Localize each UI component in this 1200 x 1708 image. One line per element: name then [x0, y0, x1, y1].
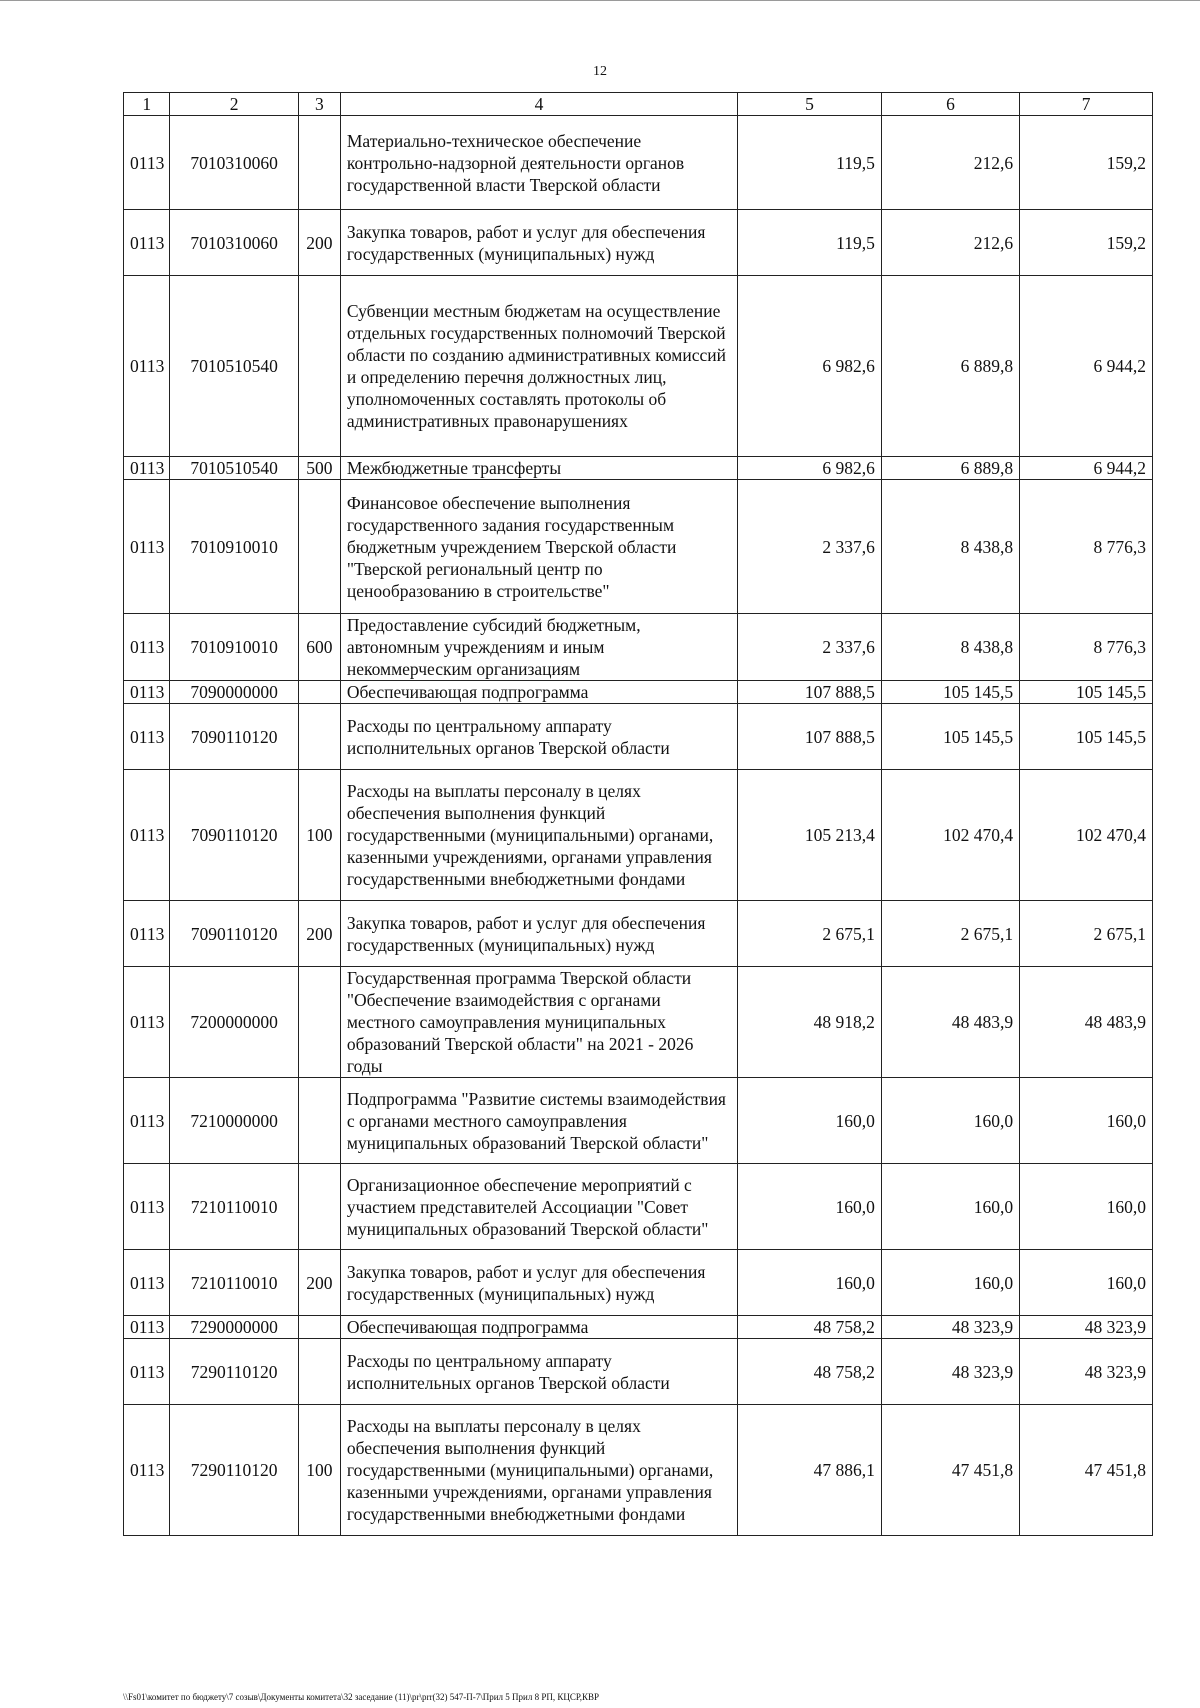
amount-col-7-cell: 6 944,2: [1020, 276, 1153, 457]
amount-col-7-cell: 159,2: [1020, 116, 1153, 210]
expense-type-code-cell: [298, 704, 340, 770]
description-cell: Межбюджетные трансферты: [340, 457, 737, 480]
section-code-cell: 0113: [124, 1339, 170, 1405]
amount-col-5-cell: 2 675,1: [738, 901, 882, 967]
amount-col-6-cell: 8 438,8: [881, 614, 1019, 681]
amount-col-7-cell: 48 323,9: [1020, 1339, 1153, 1405]
amount-col-6-cell: 105 145,5: [881, 704, 1019, 770]
target-article-code-cell: 7010510540: [170, 276, 298, 457]
expense-type-code-cell: [298, 681, 340, 704]
section-code-cell: 0113: [124, 1164, 170, 1250]
table-row: [124, 614, 1153, 681]
description-cell: Обеспечивающая подпрограмма: [340, 681, 737, 704]
top-rule: [0, 0, 1200, 1]
expense-type-code-cell: 100: [298, 1405, 340, 1536]
footer-file-path: \\Fs01\комитет по бюджету\7 созыв\Документы комитета\32 заседание (11)\pr\prr(32) 547-П-7\Прил 5 Прил 8 РП, КЦСР,КВР: [123, 1692, 599, 1702]
amount-col-6-cell: 102 470,4: [881, 770, 1019, 901]
amount-col-7-cell: 48 483,9: [1020, 967, 1153, 1078]
amount-col-7-cell: 102 470,4: [1020, 770, 1153, 901]
amount-col-6-cell: 212,6: [881, 116, 1019, 210]
target-article-code-cell: 7210110010: [170, 1250, 298, 1316]
amount-col-6-cell: 160,0: [881, 1250, 1019, 1316]
amount-col-6-cell: 47 451,8: [881, 1405, 1019, 1536]
description-cell: Расходы на выплаты персоналу в целях обеспечения выполнения функций государственными (муниципальными) органами, казенными учреждениями, органами управления государственными внебюджетными фондами: [340, 1405, 737, 1536]
amount-col-6-cell: 160,0: [881, 1164, 1019, 1250]
target-article-code-cell: 7010510540: [170, 457, 298, 480]
header-col-6: 6: [881, 93, 1019, 116]
amount-col-5-cell: 105 213,4: [738, 770, 882, 901]
table-body: [124, 116, 1153, 1536]
description-cell: Расходы на выплаты персоналу в целях обеспечения выполнения функций государственными (муниципальными) органами, казенными учреждениями, органами управления государственными внебюджетными фондами: [340, 770, 737, 901]
table-row: [124, 1164, 1153, 1250]
section-code-cell: 0113: [124, 681, 170, 704]
budget-table: [123, 92, 1153, 1536]
header-col-4: 4: [340, 93, 737, 116]
table-row: [124, 1316, 1153, 1339]
header-col-2: 2: [170, 93, 298, 116]
amount-col-5-cell: 160,0: [738, 1078, 882, 1164]
amount-col-7-cell: 47 451,8: [1020, 1405, 1153, 1536]
section-code-cell: 0113: [124, 1250, 170, 1316]
amount-col-6-cell: 6 889,8: [881, 457, 1019, 480]
table-row: [124, 1405, 1153, 1536]
section-code-cell: 0113: [124, 480, 170, 614]
page-number: 12: [593, 64, 607, 79]
section-code-cell: 0113: [124, 210, 170, 276]
amount-col-6-cell: 105 145,5: [881, 681, 1019, 704]
target-article-code-cell: 7010910010: [170, 614, 298, 681]
description-cell: Предоставление субсидий бюджетным, автономным учреждениям и иным некоммерческим организациям: [340, 614, 737, 681]
amount-col-7-cell: 8 776,3: [1020, 480, 1153, 614]
amount-col-5-cell: 6 982,6: [738, 276, 882, 457]
section-code-cell: 0113: [124, 704, 170, 770]
table-row: [124, 1250, 1153, 1316]
amount-col-6-cell: 212,6: [881, 210, 1019, 276]
description-cell: Финансовое обеспечение выполнения государственного задания государственным бюджетным учреждением Тверской области "Тверской региональный центр по ценообразованию в строительстве": [340, 480, 737, 614]
target-article-code-cell: 7090110120: [170, 704, 298, 770]
table-row: [124, 210, 1153, 276]
description-cell: Расходы по центральному аппарату исполнительных органов Тверской области: [340, 1339, 737, 1405]
target-article-code-cell: 7210110010: [170, 1164, 298, 1250]
section-code-cell: 0113: [124, 276, 170, 457]
amount-col-5-cell: 107 888,5: [738, 681, 882, 704]
amount-col-5-cell: 48 918,2: [738, 967, 882, 1078]
description-cell: Субвенции местным бюджетам на осуществление отдельных государственных полномочий Тверской области по созданию административных комиссий и определению перечня должностных лиц, уполномоченных составлять протоколы об административных правонарушениях: [340, 276, 737, 457]
amount-col-7-cell: 6 944,2: [1020, 457, 1153, 480]
description-cell: Закупка товаров, работ и услуг для обеспечения государственных (муниципальных) нужд: [340, 210, 737, 276]
description-cell: Обеспечивающая подпрограмма: [340, 1316, 737, 1339]
amount-col-5-cell: 160,0: [738, 1164, 882, 1250]
section-code-cell: 0113: [124, 614, 170, 681]
header-col-3: 3: [298, 93, 340, 116]
description-cell: Подпрограмма "Развитие системы взаимодействия с органами местного самоуправления муниципальных образований Тверской области": [340, 1078, 737, 1164]
table-row: [124, 1339, 1153, 1405]
expense-type-code-cell: [298, 1078, 340, 1164]
section-code-cell: 0113: [124, 1078, 170, 1164]
amount-col-5-cell: 48 758,2: [738, 1316, 882, 1339]
amount-col-6-cell: 8 438,8: [881, 480, 1019, 614]
amount-col-7-cell: 8 776,3: [1020, 614, 1153, 681]
description-cell: Организационное обеспечение мероприятий с участием представителей Ассоциации "Совет муниципальных образований Тверской области": [340, 1164, 737, 1250]
expense-type-code-cell: [298, 1316, 340, 1339]
table-row: [124, 457, 1153, 480]
amount-col-7-cell: 105 145,5: [1020, 704, 1153, 770]
expense-type-code-cell: [298, 1164, 340, 1250]
amount-col-7-cell: 159,2: [1020, 210, 1153, 276]
amount-col-6-cell: 48 323,9: [881, 1339, 1019, 1405]
section-code-cell: 0113: [124, 770, 170, 901]
target-article-code-cell: 7290110120: [170, 1339, 298, 1405]
header-col-1: 1: [124, 93, 170, 116]
table-row: [124, 116, 1153, 210]
expense-type-code-cell: [298, 967, 340, 1078]
target-article-code-cell: 7010310060: [170, 210, 298, 276]
target-article-code-cell: 7290110120: [170, 1405, 298, 1536]
amount-col-5-cell: 47 886,1: [738, 1405, 882, 1536]
amount-col-7-cell: 2 675,1: [1020, 901, 1153, 967]
header-col-5: 5: [738, 93, 882, 116]
section-code-cell: 0113: [124, 457, 170, 480]
amount-col-6-cell: 6 889,8: [881, 276, 1019, 457]
amount-col-6-cell: 48 483,9: [881, 967, 1019, 1078]
description-cell: Закупка товаров, работ и услуг для обеспечения государственных (муниципальных) нужд: [340, 1250, 737, 1316]
target-article-code-cell: 7210000000: [170, 1078, 298, 1164]
table-row: [124, 681, 1153, 704]
table-row: [124, 704, 1153, 770]
expense-type-code-cell: [298, 116, 340, 210]
section-code-cell: 0113: [124, 116, 170, 210]
expense-type-code-cell: 600: [298, 614, 340, 681]
amount-col-5-cell: 2 337,6: [738, 480, 882, 614]
target-article-code-cell: 7200000000: [170, 967, 298, 1078]
table-row: [124, 1078, 1153, 1164]
expense-type-code-cell: 200: [298, 210, 340, 276]
expense-type-code-cell: 100: [298, 770, 340, 901]
amount-col-7-cell: 105 145,5: [1020, 681, 1153, 704]
section-code-cell: 0113: [124, 901, 170, 967]
amount-col-5-cell: 6 982,6: [738, 457, 882, 480]
target-article-code-cell: 7090110120: [170, 901, 298, 967]
expense-type-code-cell: [298, 1339, 340, 1405]
expense-type-code-cell: 500: [298, 457, 340, 480]
section-code-cell: 0113: [124, 1316, 170, 1339]
section-code-cell: 0113: [124, 1405, 170, 1536]
table-row: [124, 480, 1153, 614]
target-article-code-cell: 7010310060: [170, 116, 298, 210]
description-cell: Государственная программа Тверской области "Обеспечение взаимодействия с органами местного самоуправления муниципальных образований Тверской области" на 2021 - 2026 годы: [340, 967, 737, 1078]
expense-type-code-cell: 200: [298, 1250, 340, 1316]
table-row: [124, 770, 1153, 901]
amount-col-6-cell: 2 675,1: [881, 901, 1019, 967]
amount-col-7-cell: 160,0: [1020, 1078, 1153, 1164]
amount-col-5-cell: 48 758,2: [738, 1339, 882, 1405]
target-article-code-cell: 7010910010: [170, 480, 298, 614]
amount-col-7-cell: 160,0: [1020, 1164, 1153, 1250]
amount-col-5-cell: 160,0: [738, 1250, 882, 1316]
amount-col-6-cell: 48 323,9: [881, 1316, 1019, 1339]
table-row: [124, 967, 1153, 1078]
target-article-code-cell: 7090110120: [170, 770, 298, 901]
amount-col-6-cell: 160,0: [881, 1078, 1019, 1164]
amount-col-5-cell: 119,5: [738, 210, 882, 276]
table-row: [124, 901, 1153, 967]
amount-col-7-cell: 48 323,9: [1020, 1316, 1153, 1339]
description-cell: Материально-техническое обеспечение контрольно-надзорной деятельности органов государственной власти Тверской области: [340, 116, 737, 210]
amount-col-5-cell: 119,5: [738, 116, 882, 210]
amount-col-7-cell: 160,0: [1020, 1250, 1153, 1316]
amount-col-5-cell: 107 888,5: [738, 704, 882, 770]
expense-type-code-cell: 200: [298, 901, 340, 967]
expense-type-code-cell: [298, 276, 340, 457]
header-row: [124, 93, 1153, 116]
target-article-code-cell: 7290000000: [170, 1316, 298, 1339]
target-article-code-cell: 7090000000: [170, 681, 298, 704]
expense-type-code-cell: [298, 480, 340, 614]
header-col-7: 7: [1020, 93, 1153, 116]
description-cell: Расходы по центральному аппарату исполнительных органов Тверской области: [340, 704, 737, 770]
section-code-cell: 0113: [124, 967, 170, 1078]
amount-col-5-cell: 2 337,6: [738, 614, 882, 681]
table-row: [124, 276, 1153, 457]
description-cell: Закупка товаров, работ и услуг для обеспечения государственных (муниципальных) нужд: [340, 901, 737, 967]
